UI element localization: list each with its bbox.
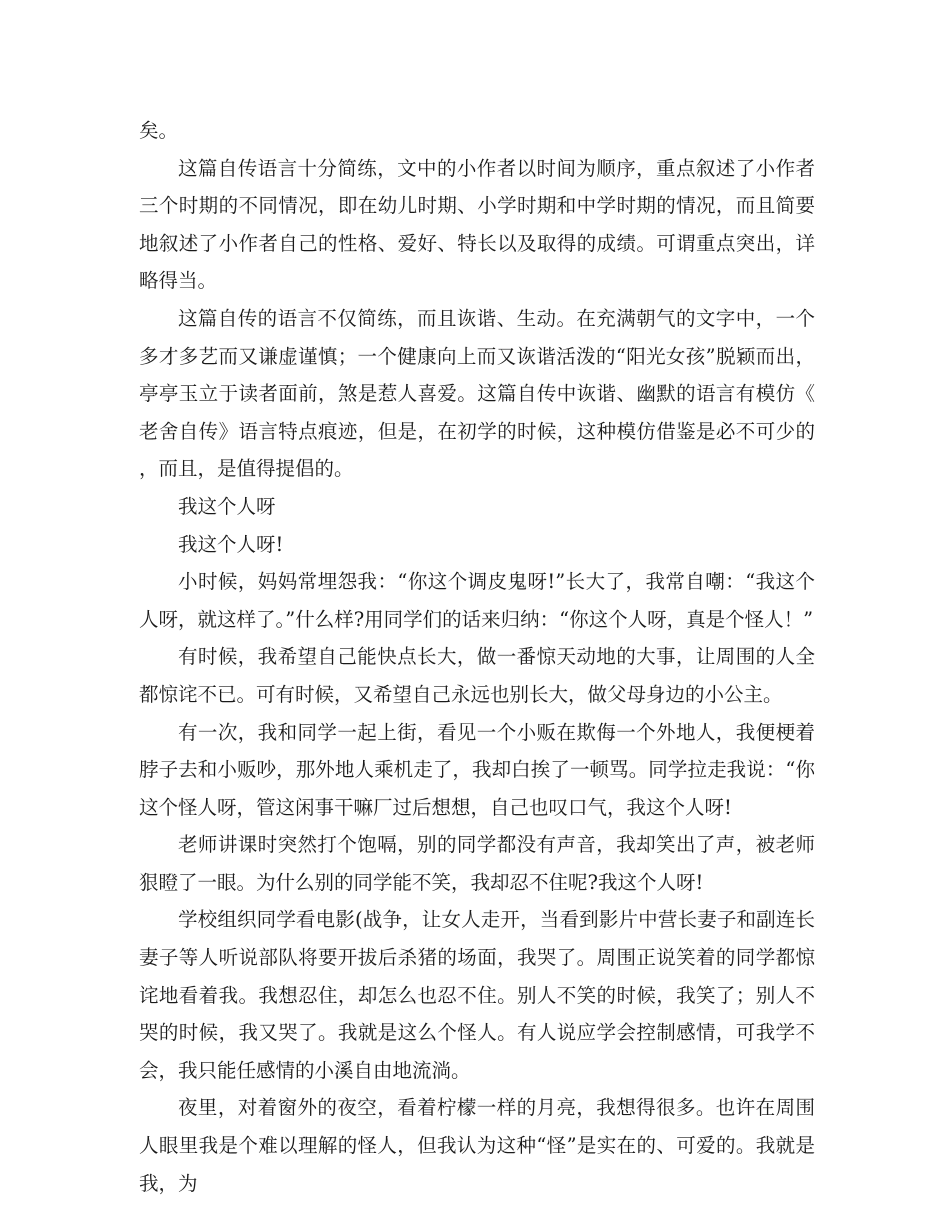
essay-title: 我这个人呀 [178, 494, 276, 518]
essay-paragraph-classroom: 老师讲课时突然打个饱嗝，别的同学都没有声音，我却笑出了声，被老师狠瞪了一眼。为什么别的同学能不笑，我却忍不住呢?我这个人呀! [139, 833, 815, 894]
paragraph-continuation: 矣。 [139, 119, 179, 142]
essay-paragraph-movie: 学校组织同学看电影(战争，让女人走开，当看到影片中营长妻子和副连长妻子等人听说部队将要开拔后杀猪的场面，我哭了。周围正说笑着的同学都惊诧地看着我。我想忍住，却怎么也忍不住。别人不笑的时候，我笑了；别人不哭的时候，我又哭了。我就是这么个怪人。有人说应学会控制感情，可我学不会，我只能任感情的小溪自由地流淌。 [139, 908, 815, 1082]
essay-paragraph-childhood: 小时候，妈妈常埋怨我：“你这个调皮鬼呀!”长大了，我常自嘲：“我这个人呀，就这样了。”什么样?用同学们的话来归纳：“你这个人呀，真是个怪人！” [139, 570, 815, 631]
paragraph-commentary-2: 这篇自传的语言不仅简练，而且诙谐、生动。在充满朝气的文字中，一个多才多艺而又谦虚谨慎；一个健康向上而又诙谐活泼的“阳光女孩”脱颖而出，亭亭玉立于读者面前，煞是惹人喜爱。这篇自传中诙谐、幽默的语言有模仿《老舍自传》语言特点痕迹，但是，在初学的时候，这种模仿借鉴是必不可少的，而且，是值得提倡的。 [139, 306, 815, 481]
essay-opening-line: 我这个人呀! [178, 532, 284, 556]
document-body [139, 112, 815, 1202]
essay-paragraph-night: 夜里，对着窗外的夜空，看着柠檬一样的月亮，我想得很多。也许在周围人眼里我是个难以理解的怪人，但我认为这种“怪”是实在的、可爱的。我就是我，为 [139, 1096, 815, 1195]
essay-paragraph-street: 有一次，我和同学一起上街，看见一个小贩在欺侮一个外地人，我便梗着脖子去和小贩吵，那外地人乘机走了，我却白挨了一顿骂。同学拉走我说：“你这个怪人呀，管这闲事干嘛厂过后想想，自己也叹口气，我这个人呀! [139, 720, 815, 819]
paragraph-commentary-1: 这篇自传语言十分简练，文中的小作者以时间为顺序，重点叙述了小作者三个时期的不同情况，即在幼儿时期、小学时期和中学时期的情况，而且简要地叙述了小作者自己的性格、爱好、特长以及取得的成绩。可谓重点突出，详略得当。 [139, 156, 815, 293]
essay-paragraph-wishes: 有时候，我希望自己能快点长大，做一番惊天动地的大事，让周围的人全都惊诧不已。可有时候，又希望自己永远也别长大，做父母身边的小公主。 [139, 645, 815, 706]
